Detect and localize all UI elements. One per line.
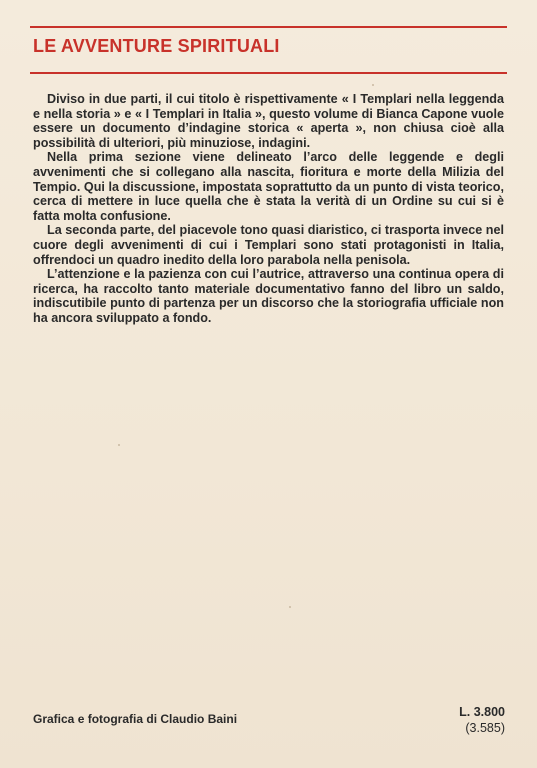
series-title: LE AVVENTURE SPIRITUALI	[33, 36, 280, 56]
blurb-text	[33, 92, 504, 326]
paper-speck	[372, 84, 374, 86]
blurb-paragraph: La seconda parte, del piacevole tono quasi diaristico, ci trasporta invece nel cuore degli avvenimenti di cui i Templari sono stati protagonisti in Italia, offrendoci un quadro inedito della loro parabola nella penisola.	[33, 223, 504, 267]
paper-speck	[118, 444, 120, 446]
blurb-paragraph: Nella prima sezione viene delineato l’arco delle leggende e degli avvenimenti che si collegano alla nascita, fioritura e morte della Milizia del Tempio. Qui la discussione, impostata soprattutto da un punto di vista teorico, cerca di mettere in luce quella che è stata la verità di un Ordine su cui si è fatta molta confusione.	[33, 150, 504, 223]
blurb-paragraph: L’attenzione e la pazienza con cui l’autrice, attraverso una continua opera di ricerca, ha raccolto tanto materiale documentativo fanno del libro un saldo, indiscutibile punto di partenza per un discorso che la storiografia ufficiale non ha ancora sviluppato a fondo.	[33, 267, 504, 325]
price-code: (3.585)	[465, 721, 505, 735]
blurb-paragraph: Diviso in due parti, il cui titolo è rispettivamente « I Templari nella leggenda e nella storia » e « I Templari in Italia », questo volume di Bianca Capone vuole essere un documento d’indagine storica « aperta », non chiusa cioè alla possibilità di ulteriori, più minuziose, indagini.	[33, 92, 504, 150]
price-block	[459, 704, 505, 736]
price: L. 3.800	[459, 705, 505, 719]
design-credits: Grafica e fotografia di Claudio Baini	[33, 712, 238, 726]
title-rule	[30, 72, 507, 74]
paper-speck	[289, 606, 291, 608]
top-rule	[30, 26, 507, 28]
